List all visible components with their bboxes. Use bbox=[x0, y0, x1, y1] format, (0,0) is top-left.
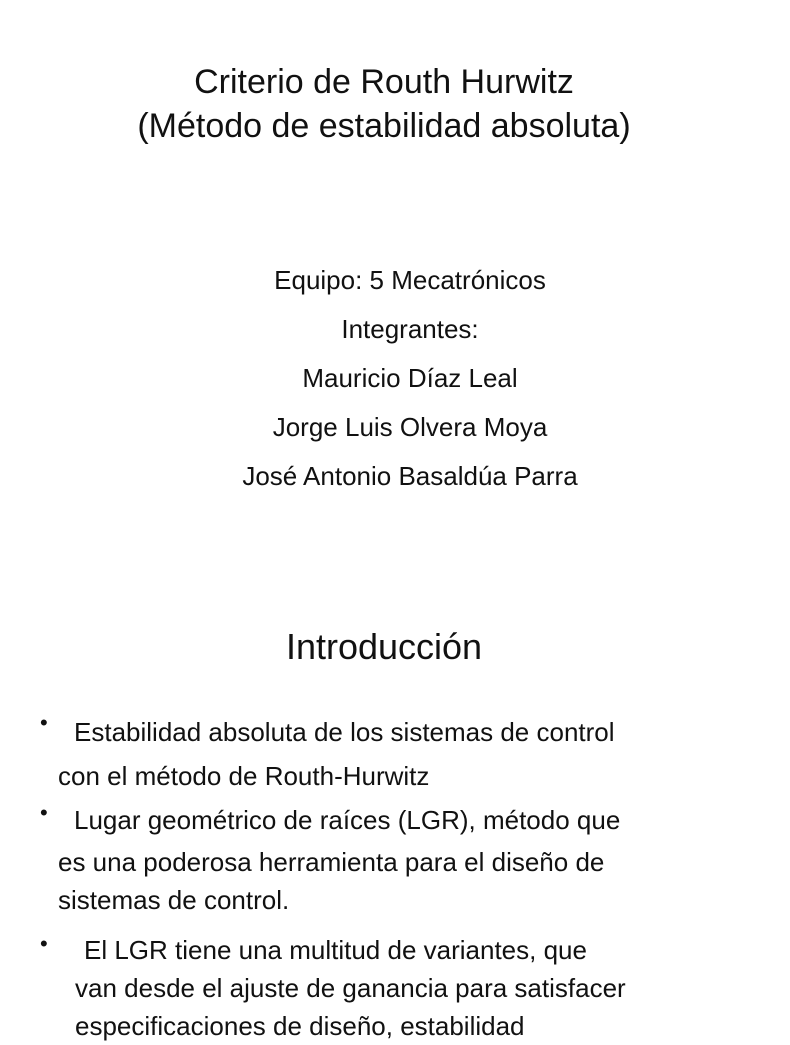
bullet-icon: • bbox=[40, 931, 48, 956]
introduction-heading: Introducción bbox=[285, 626, 483, 667]
bullet-line: El LGR tiene una multitud de variantes, que bbox=[84, 935, 587, 965]
team-name: Equipo: 5 Mecatrónicos bbox=[274, 265, 546, 295]
bullet-line: Lugar geométrico de raíces (LGR), método que bbox=[74, 805, 621, 835]
bullet-item bbox=[40, 931, 740, 1045]
bullet-item bbox=[40, 710, 740, 798]
bullet-list bbox=[40, 710, 740, 1045]
member-name: Jorge Luis Olvera Moya bbox=[272, 412, 548, 442]
member-name: José Antonio Basaldúa Parra bbox=[242, 461, 578, 491]
bullet-icon: • bbox=[40, 710, 48, 735]
bullet-line: con el método de Routh-Hurwitz bbox=[58, 761, 430, 791]
bullet-line: es una poderosa herramienta para el diseño de bbox=[58, 847, 605, 877]
bullet-line: van desde el ajuste de ganancia para satisfacer bbox=[75, 973, 626, 1003]
members-label: Integrantes: bbox=[341, 314, 479, 344]
title-line-2: (Método de estabilidad absoluta) bbox=[137, 107, 631, 145]
title-line-1: Criterio de Routh Hurwitz bbox=[194, 63, 574, 101]
slide-introduction bbox=[0, 580, 768, 1041]
member-name: Mauricio Díaz Leal bbox=[302, 363, 518, 393]
bullet-line: Estabilidad absoluta de los sistemas de control bbox=[74, 717, 615, 747]
bullet-item bbox=[40, 800, 740, 917]
bullet-icon: • bbox=[40, 800, 48, 825]
bullet-line: especificaciones de diseño, estabilidad bbox=[75, 1011, 525, 1041]
team-info bbox=[30, 256, 790, 501]
slide-title-heading bbox=[0, 60, 768, 148]
bullet-line: sistemas de control. bbox=[58, 885, 290, 915]
